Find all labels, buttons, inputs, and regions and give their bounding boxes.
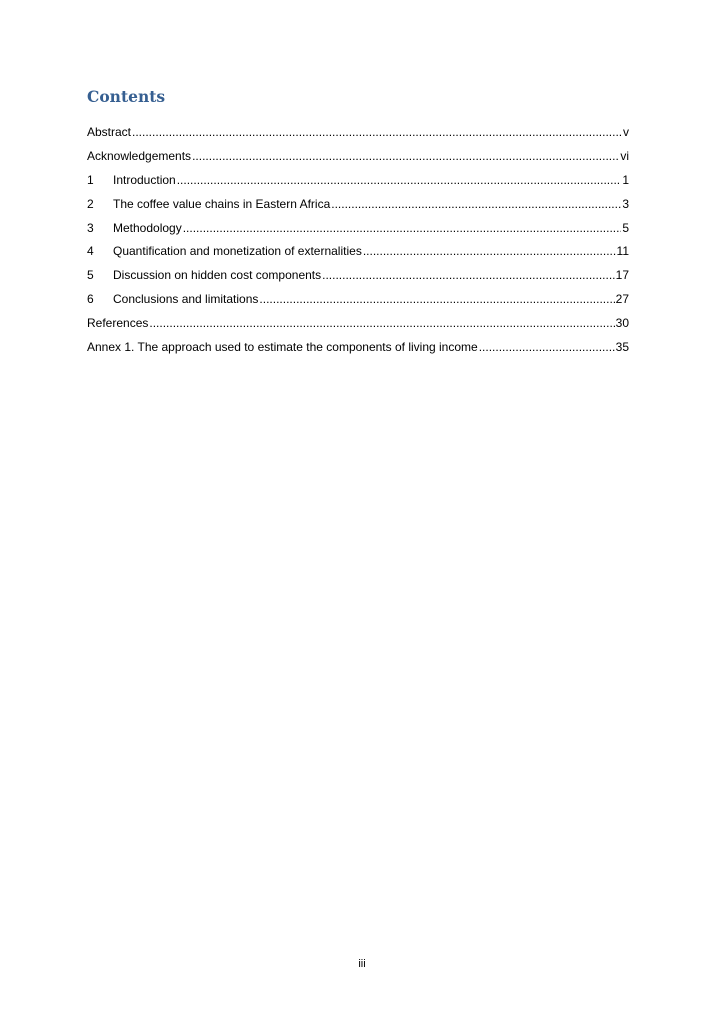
- table-of-contents: [87, 124, 629, 363]
- toc-entry-number: 2: [87, 196, 94, 211]
- toc-entry-page: 5: [622, 220, 629, 235]
- toc-entry-abstract[interactable]: [87, 124, 629, 148]
- toc-leader-dots: [132, 124, 622, 140]
- toc-entry-introduction[interactable]: [87, 172, 629, 196]
- toc-entry-page: 11: [616, 244, 629, 259]
- toc-leader-dots: [149, 315, 614, 331]
- toc-entry-references[interactable]: [87, 315, 629, 339]
- toc-entry-number: 1: [87, 172, 94, 187]
- toc-entry-page: 3: [622, 196, 629, 211]
- toc-entry-title: Quantification and monetization of externalities: [113, 244, 362, 259]
- toc-entry-page: 27: [615, 292, 629, 307]
- toc-leader-dots: [259, 291, 614, 307]
- toc-entry-number: 3: [87, 220, 94, 235]
- toc-entry-quantification[interactable]: [87, 243, 629, 267]
- toc-entry-page: 17: [615, 268, 629, 283]
- toc-entry-acknowledgements[interactable]: [87, 148, 629, 172]
- toc-entry-number: 4: [87, 244, 94, 259]
- toc-entry-number: 5: [87, 268, 94, 283]
- page-title: Contents: [87, 87, 166, 106]
- toc-leader-dots: [363, 243, 616, 259]
- toc-entry-title: Acknowledgements: [87, 148, 192, 163]
- toc-entry-title: The coffee value chains in Eastern Africa: [113, 196, 331, 211]
- toc-entry-page: 30: [615, 316, 629, 331]
- toc-entry-title: Abstract: [87, 125, 132, 139]
- toc-entry-methodology[interactable]: [87, 220, 629, 244]
- toc-entry-discussion[interactable]: [87, 267, 629, 291]
- toc-leader-dots: [177, 172, 622, 188]
- toc-leader-dots: [183, 220, 622, 236]
- toc-leader-dots: [479, 339, 615, 355]
- toc-leader-dots: [192, 148, 619, 164]
- toc-leader-dots: [322, 267, 615, 283]
- toc-entry-annex-1[interactable]: [87, 339, 629, 363]
- toc-leader-dots: [331, 196, 621, 212]
- toc-entry-page: 35: [615, 340, 629, 355]
- toc-entry-coffee-value-chains[interactable]: [87, 196, 629, 220]
- page-number: iii: [358, 958, 366, 970]
- toc-entry-title: Discussion on hidden cost components: [113, 268, 322, 283]
- toc-entry-title: Introduction: [113, 172, 176, 187]
- toc-entry-title: References: [87, 316, 149, 331]
- toc-entry-title: Methodology: [113, 220, 182, 235]
- toc-entry-number: 6: [87, 292, 94, 307]
- toc-entry-page: vi: [620, 148, 629, 163]
- toc-entry-conclusions[interactable]: [87, 291, 629, 315]
- toc-entry-title: Annex 1. The approach used to estimate the components of living income: [87, 340, 478, 355]
- toc-entry-page: 1: [622, 172, 629, 187]
- toc-entry-title: Conclusions and limitations: [113, 292, 259, 307]
- toc-entry-page: v: [623, 125, 629, 139]
